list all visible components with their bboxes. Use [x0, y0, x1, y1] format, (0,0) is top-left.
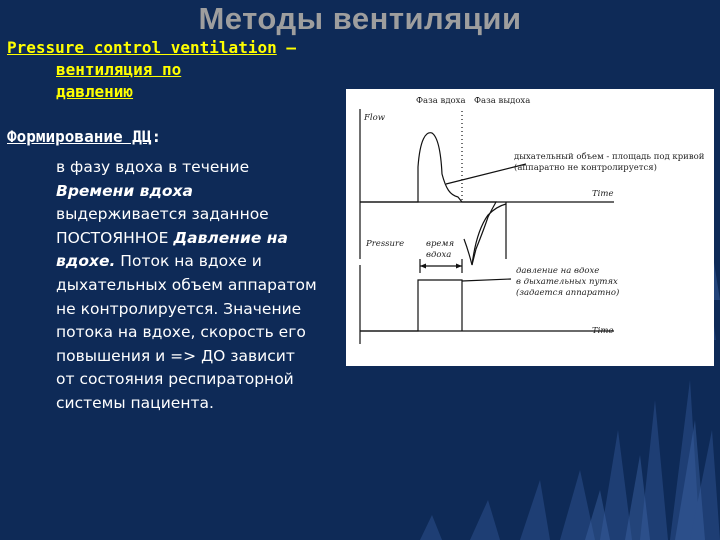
- subtitle-russian-line-2: давлению: [56, 82, 134, 101]
- section-heading-text: Формирование ДЦ: [7, 127, 152, 146]
- body-line-4-bold: Давление на: [173, 228, 288, 247]
- insp-pressure-note-line-3: (задается аппаратно): [516, 288, 620, 298]
- body-line-7: не контролируется. Значение: [56, 299, 302, 318]
- insp-time-arrow-head-left: [420, 264, 426, 269]
- phase-expiration-label: Фаза выдоха: [474, 96, 531, 106]
- insp-pressure-note-line-1: давление на вдохе: [516, 266, 600, 276]
- tidal-volume-note-line-1: дыхательный объем - площадь под кривой: [514, 152, 705, 162]
- slide-title: Методы вентиляции: [198, 1, 522, 36]
- subtitle: [7, 37, 296, 103]
- body-line-8: потока на вдохе, скорость его: [56, 323, 306, 342]
- flow-axis-label: Flow: [364, 113, 386, 123]
- flow-curve-expiratory: [472, 204, 506, 265]
- body-line-4-plain: ПОСТОЯННОЕ: [56, 228, 174, 247]
- body-line-2-bold: Времени вдоха: [56, 181, 194, 200]
- body-line-10: от состояния респираторной: [56, 370, 294, 389]
- diagram-graphics: [346, 89, 714, 366]
- section-heading: [7, 126, 161, 148]
- subtitle-dash: –: [276, 38, 296, 57]
- time-axis-label-2: Time: [592, 326, 614, 336]
- body-line-5-bold: вдохе.: [56, 252, 116, 271]
- ventilation-diagram: [346, 89, 714, 366]
- body-line-2: [56, 180, 356, 204]
- insp-time-label-line-1: время: [426, 239, 455, 249]
- time-axis-label-1: Time: [592, 189, 614, 199]
- body-line-3: выдерживается заданное: [56, 205, 269, 224]
- insp-pressure-pointer: [462, 279, 511, 281]
- body-text: [56, 156, 356, 416]
- body-line-5: [56, 250, 356, 274]
- subtitle-english: Pressure control ventilation: [7, 38, 277, 57]
- tidal-volume-note-line-2: (аппаратно не контролируется): [514, 163, 657, 173]
- body-line-5-plain: Поток на вдохе и: [115, 252, 262, 271]
- insp-pressure-note-line-2: в дыхательных путях: [516, 277, 618, 287]
- body-line-4: [56, 227, 356, 251]
- insp-time-label-line-2: вдоха: [426, 250, 452, 260]
- section-heading-colon: :: [151, 127, 162, 146]
- pressure-axis-label: Pressure: [366, 239, 405, 249]
- phase-inspiration-label: Фаза вдоха: [416, 96, 466, 106]
- pressure-curve: [360, 280, 462, 331]
- subtitle-russian-line-1: вентиляция по: [56, 60, 182, 79]
- insp-time-arrow-head-right: [456, 264, 462, 269]
- body-line-11: системы пациента.: [56, 393, 214, 412]
- body-line-9: повышения и => ДО зависит: [56, 346, 295, 365]
- body-line-6: дыхательных объем аппаратом: [56, 275, 317, 294]
- body-line-1: в фазу вдоха в течение: [56, 158, 250, 176]
